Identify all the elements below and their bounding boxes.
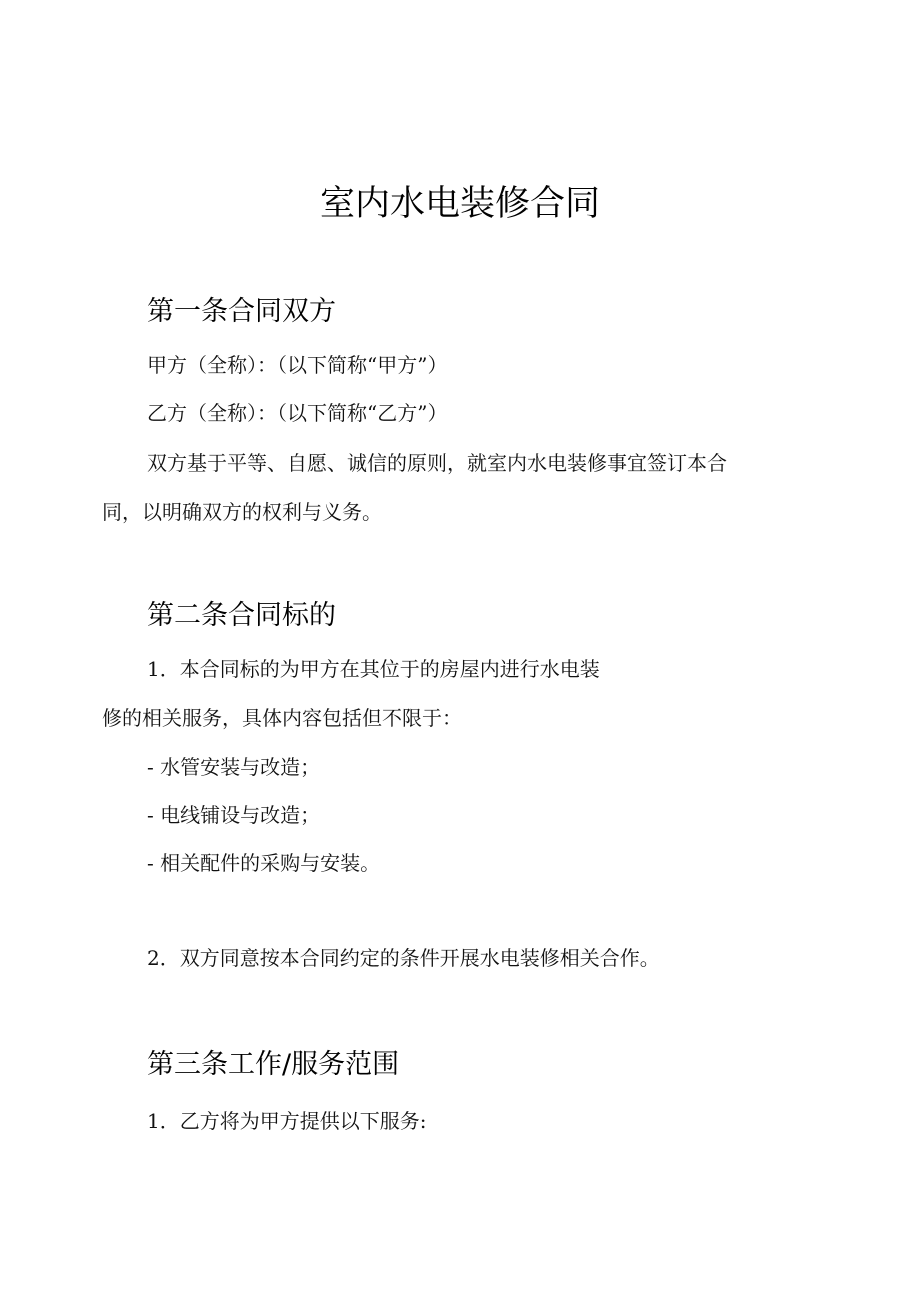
scope-line-1: 1．乙方将为甲方提供以下服务: [147,1109,427,1133]
subject-line-2: 修的相关服务，具体内容包括但不限于： [102,706,462,730]
subject-line-3: 2．双方同意按本合同约定的条件开展水电装修相关合作。 [147,946,660,970]
principle-line-1: 双方基于平等、自愿、诚信的原则，就室内水电装修事宜签订本合 [147,451,727,475]
section-1-heading: 第一条合同双方 [147,296,336,327]
service-list-item-3: - 相关配件的采购与安装。 [147,851,381,875]
document-title: 室内水电装修合同 [319,184,600,224]
section-3-heading: 第三条工作/服务范围 [147,1049,400,1080]
service-list-item-1: - 水管安装与改造； [147,755,321,779]
service-list-item-2: - 电线铺设与改造； [147,803,321,827]
section-2-heading: 第二条合同标的 [147,600,336,631]
subject-line-1: 1．本合同标的为甲方在其位于的房屋内进行水电装 [147,657,600,681]
party-a-line: 甲方（全称）：（以下简称“甲方”） [147,353,448,377]
principle-line-2: 同，以明确双方的权利与义务。 [102,500,382,524]
party-b-line: 乙方（全称）：（以下简称“乙方”） [147,401,448,425]
